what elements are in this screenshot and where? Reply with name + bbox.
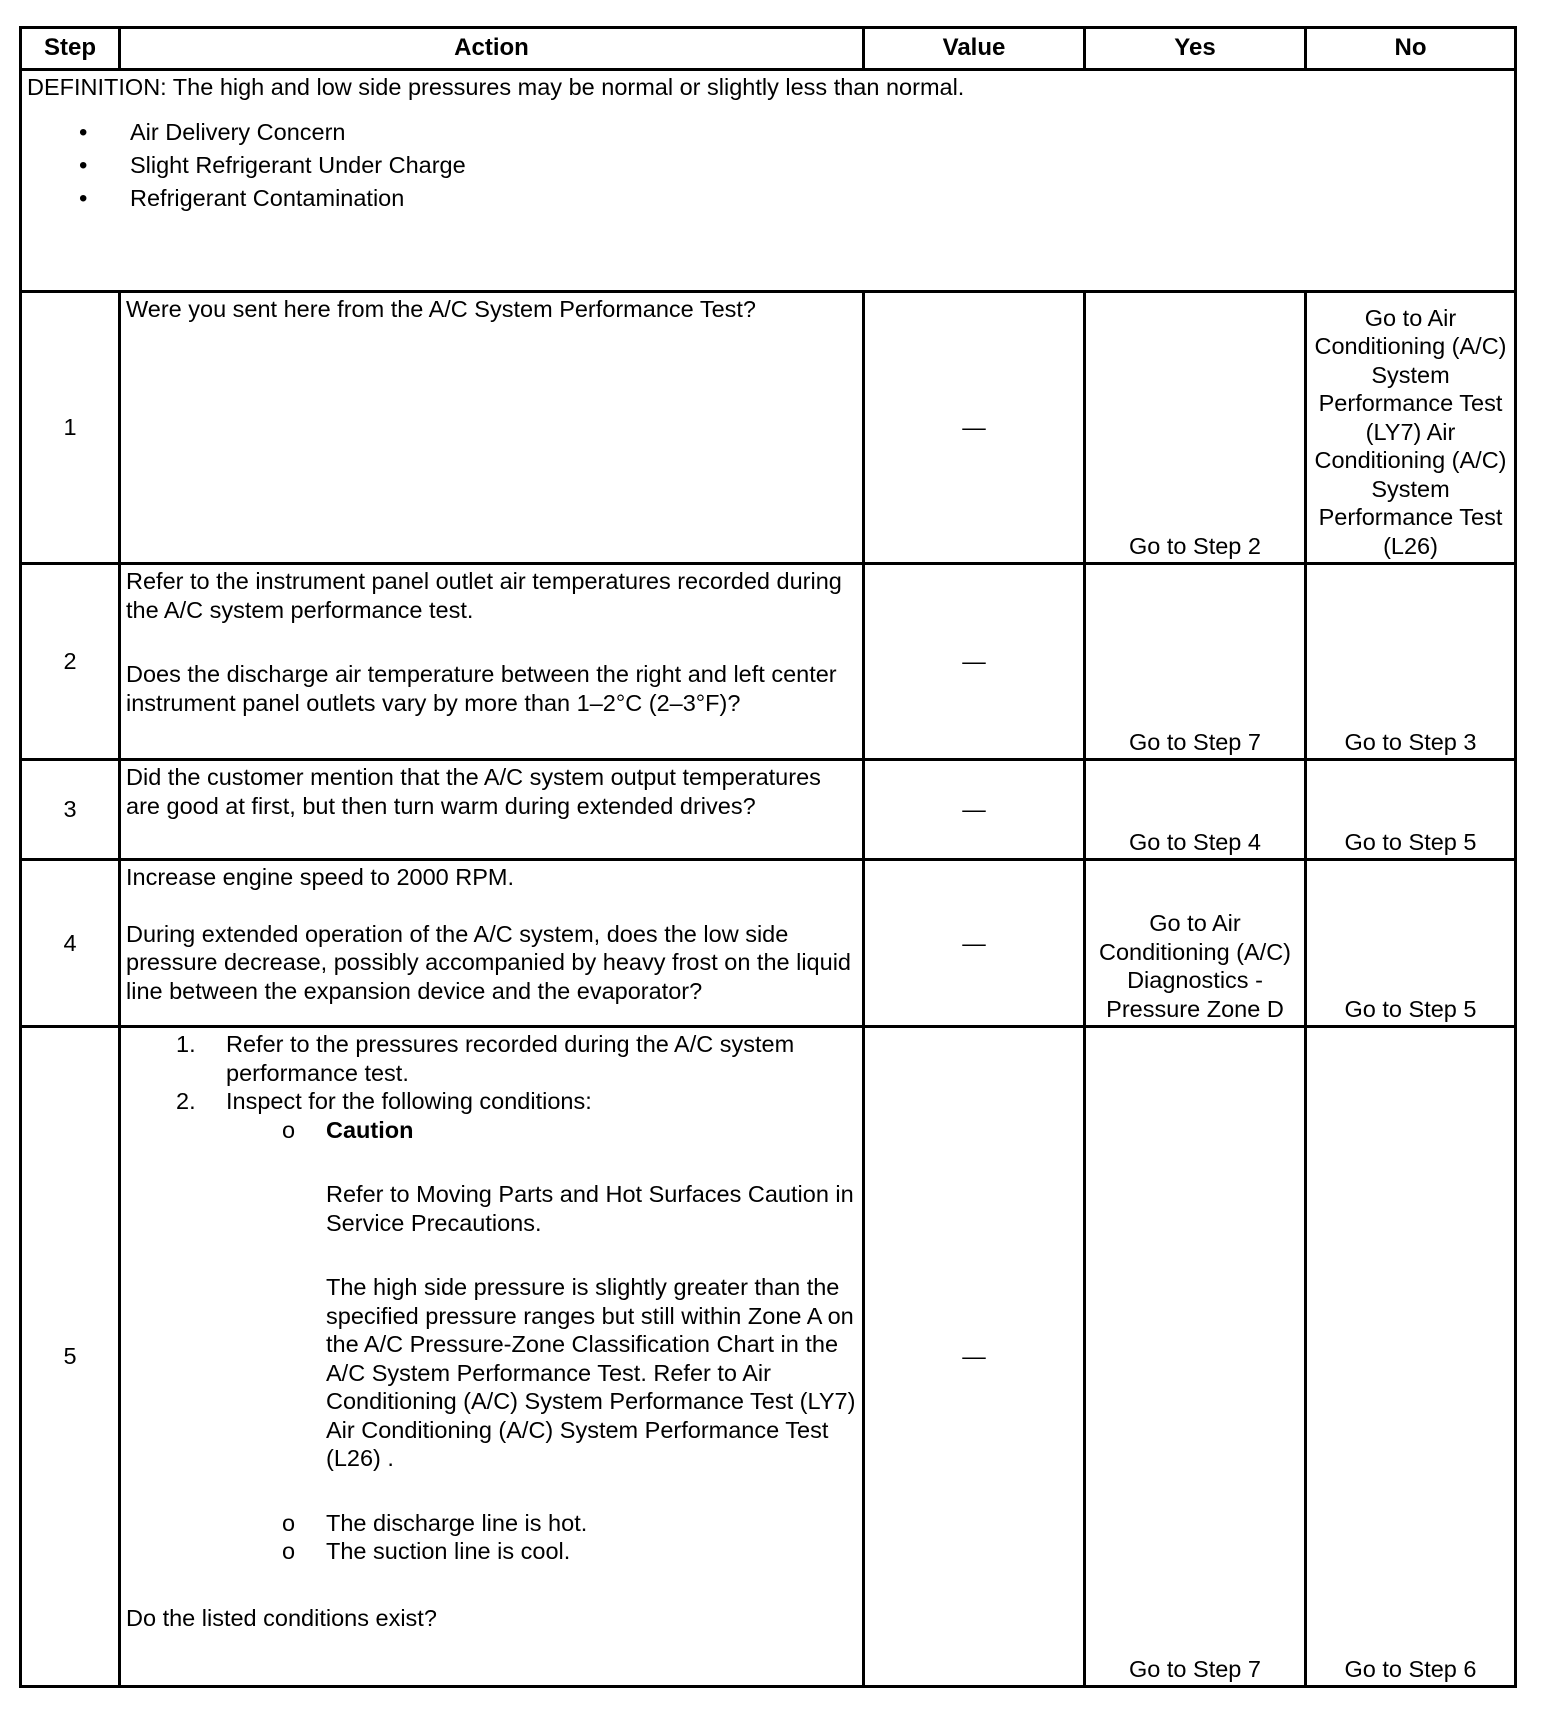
step-no: Go to Step 6: [1306, 1027, 1516, 1687]
list-item-text: Refer to the pressures recorded during the A/C system performance test.: [226, 1031, 795, 1086]
step-row-3: [21, 760, 1516, 860]
header-row: [21, 28, 1516, 70]
step-yes: Go to Step 4: [1085, 760, 1306, 860]
definition-bullet: • Refrigerant Contamination: [27, 182, 1509, 215]
condition-item: [126, 1509, 857, 1538]
step-row-4: [21, 860, 1516, 1027]
step-value: —: [864, 292, 1085, 564]
step-action: [120, 292, 864, 564]
header-step: Step: [21, 28, 120, 70]
list-item-text: Inspect for the following conditions:: [226, 1088, 592, 1114]
action-text: Were you sent here from the A/C System Performance Test?: [126, 296, 756, 322]
definition-cell: [21, 70, 1516, 292]
action-question: During extended operation of the A/C system, does the low side pressure decrease, possibly accompanied by heavy frost on the liquid line between the expansion device and the evaporator?: [126, 920, 851, 1004]
action-text: Refer to the instrument panel outlet air temperatures recorded during the A/C system performance test.: [126, 568, 842, 623]
step-value: —: [864, 564, 1085, 760]
list-item: [126, 1030, 857, 1087]
step-no: Go to Air Conditioning (A/C) System Performance Test (LY7) Air Conditioning (A/C) System Performance Test (L26): [1306, 292, 1516, 564]
action-question: Does the discharge air temperature between the right and left center instrument panel outlets vary by more than 1–2°C (2–3°F)?: [126, 661, 837, 716]
list-number: 2.: [176, 1088, 196, 1114]
step-action: [120, 760, 864, 860]
step-yes: Go to Step 7: [1085, 1027, 1306, 1687]
header-no: No: [1306, 28, 1516, 70]
step-action: [120, 1027, 864, 1687]
condition-text: The discharge line is hot.: [326, 1509, 588, 1536]
definition-text: DEFINITION: The high and low side pressures may be normal or slightly less than normal.: [27, 74, 965, 100]
list-number: 1.: [176, 1031, 196, 1057]
sub-bullet-marker: o: [282, 1509, 296, 1536]
step-no: Go to Step 3: [1306, 564, 1516, 760]
sub-bullet-marker: o: [282, 1116, 296, 1143]
step-yes: Go to Step 2: [1085, 292, 1306, 564]
numbered-list: [126, 1030, 857, 1116]
definition-bullet: • Air Delivery Concern: [27, 116, 1509, 149]
step-value: —: [864, 1027, 1085, 1687]
step-number: 4: [21, 860, 120, 1027]
action-text: Increase engine speed to 2000 RPM.: [126, 864, 515, 890]
step-yes: Go to Step 7: [1085, 564, 1306, 760]
high-side-text: The high side pressure is slightly greater than the specified pressure ranges but still within Zone A on the A/C Pressure-Zone Classification Chart in the A/C System Performance Test. Refer to Air Conditioning (A/C) System Performance Test (LY7) Air Conditioning (A/C) System Performance Test (L26) .: [326, 1274, 856, 1471]
step-row-1: [21, 292, 1516, 564]
header-action: Action: [120, 28, 864, 70]
step-action: [120, 860, 864, 1027]
header-value: Value: [864, 28, 1085, 70]
step-no: Go to Step 5: [1306, 760, 1516, 860]
step-yes: Go to Air Conditioning (A/C) Diagnostics - Pressure Zone D: [1085, 860, 1306, 1027]
definition-bullet: • Slight Refrigerant Under Charge: [27, 149, 1509, 182]
action-question: Did the customer mention that the A/C system output temperatures are good at first, but then turn warm during extended drives?: [126, 764, 821, 819]
step-no: Go to Step 5: [1306, 860, 1516, 1027]
step-number: 5: [21, 1027, 120, 1687]
step-action: [120, 564, 864, 760]
caution-title: Caution: [326, 1116, 414, 1143]
step-number: 2: [21, 564, 120, 760]
sub-bullet-marker: o: [282, 1538, 296, 1564]
step-value: —: [864, 860, 1085, 1027]
step-row-2: [21, 564, 1516, 760]
step-value: —: [864, 760, 1085, 860]
action-question: Do the listed conditions exist?: [126, 1604, 437, 1631]
caution-block: [126, 1116, 857, 1473]
condition-text: The suction line is cool.: [326, 1538, 571, 1564]
step-number: 1: [21, 292, 120, 564]
definition-row: [21, 70, 1516, 292]
step-number: 3: [21, 760, 120, 860]
condition-item: [126, 1537, 857, 1566]
header-yes: Yes: [1085, 28, 1306, 70]
list-item: [126, 1087, 857, 1116]
definition-bullets: [27, 116, 1509, 215]
caution-text: Refer to Moving Parts and Hot Surfaces Caution in Service Precautions.: [326, 1181, 854, 1236]
diagnostic-table: [19, 26, 1517, 1688]
step-row-5: [21, 1027, 1516, 1687]
